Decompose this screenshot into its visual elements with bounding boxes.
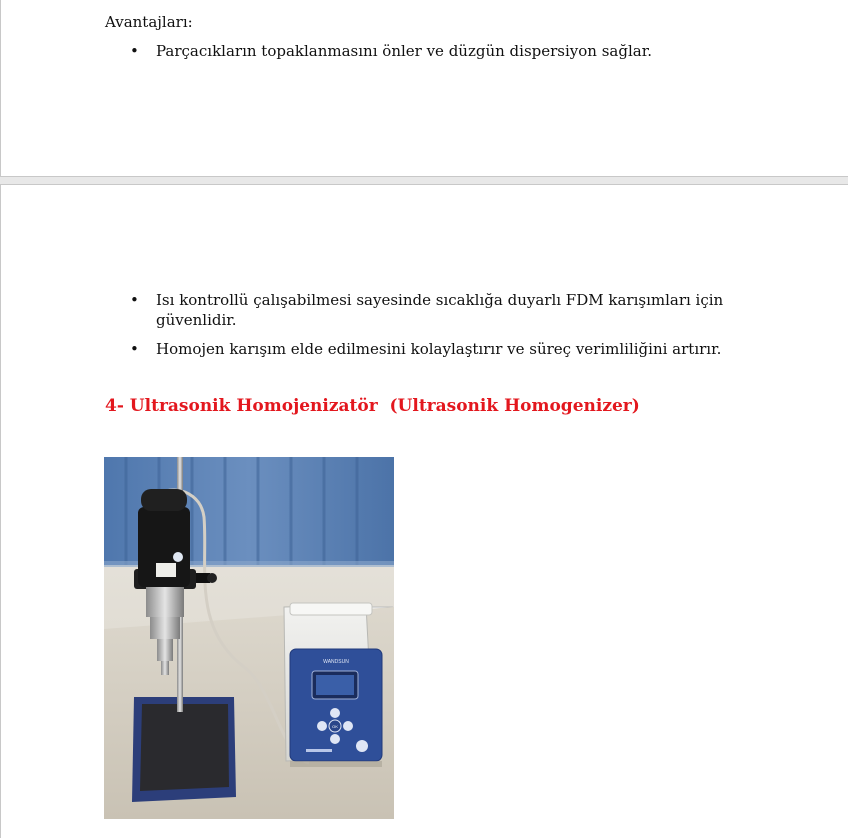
document-page-2 (0, 184, 848, 838)
homogenizer-illustration (104, 457, 394, 819)
bullet-text: Homojen karışım elde edilmesini kolaylaştırır ve süreç verimliliğini artırır. (156, 340, 722, 358)
bullet-text: Parçacıkların topaklanmasını önler ve düzgün dispersiyon sağlar. (156, 42, 653, 60)
bullet-dot: • (130, 291, 139, 309)
brand-label: WANDSUN (323, 659, 349, 665)
bullet-text-line2: güvenlidir. (156, 311, 237, 329)
document-page-1 (0, 0, 848, 177)
bullet-text-line1: Isı kontrollü çalışabilmesi sayesinde sıcaklığa duyarlı FDM karışımları için (156, 291, 724, 309)
advantages-label: Avantajları: (105, 13, 193, 31)
homogenizer-photo (104, 457, 394, 819)
bullet-dot: • (130, 340, 139, 358)
section-heading: 4- Ultrasonik Homojenizatör (Ultrasonik Homogenizer) (105, 396, 640, 416)
ok-key-label: OK (332, 724, 338, 729)
bullet-dot: • (130, 42, 139, 60)
